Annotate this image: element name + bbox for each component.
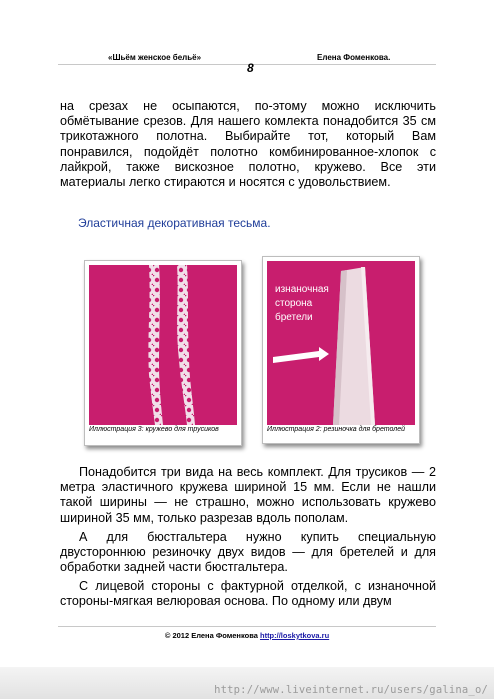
figure-elastic-caption: Иллюстрация 2: резиночка для бретолей (267, 426, 405, 433)
footer (0, 631, 494, 640)
figure-elastic (262, 256, 420, 444)
paragraph-sides: С лицевой стороны с фактурной отделкой, с изнаночной стороны-мягкая велюровая основа. По одному или двум (60, 579, 436, 609)
lace-photo (89, 265, 237, 425)
paragraph-widths: Понадобится три вида на весь комплект. Для трусиков — 2 метра эластичного кружева шириной 15 мм. Если не нашли такой ширины — не страшно, можно использовать кружево шириной 35 мм, только разрезав вдоль пополам. (60, 465, 436, 525)
section-title: Эластичная декоративная тесьма. (78, 216, 271, 230)
paragraph-bra: А для бюстгальтера нужно купить специальную двустороннюю резиночку двух видов — для бретелей и для обработки задней части бюстгальтера. (60, 530, 436, 575)
elastic-overlay-label: изнаночная сторона бретели (275, 284, 329, 323)
footer-copyright: © 2012 Елена Фоменкова (164, 631, 258, 640)
header-author: Елена Фоменкова. (317, 53, 391, 62)
footer-divider (58, 626, 436, 627)
figure-lace (84, 260, 242, 446)
figure-lace-caption: Иллюстрация 3: кружево для трусиков (89, 426, 219, 433)
footer-link[interactable]: http://loskytkova.ru (259, 631, 330, 640)
header-book-title: «Шьём женское бельё» (108, 53, 202, 62)
page-number: 8 (247, 61, 254, 75)
watermark-url: http://www.liveinternet.ru/users/galina_o/ (214, 684, 488, 696)
paragraph-intro: на срезах не осыпаются, по-этому можно исключить обмётывание срезов. Для нашего комлекта понадобится 35 см трикотажного полотна. Выбирайте тот, который Вам понравился, подойдёт полотно комбинированное-хлопок с лайкрой, также вискозное полотно, кружево. Все эти материалы легко стираются и носятся с удовольствием. (60, 99, 436, 190)
